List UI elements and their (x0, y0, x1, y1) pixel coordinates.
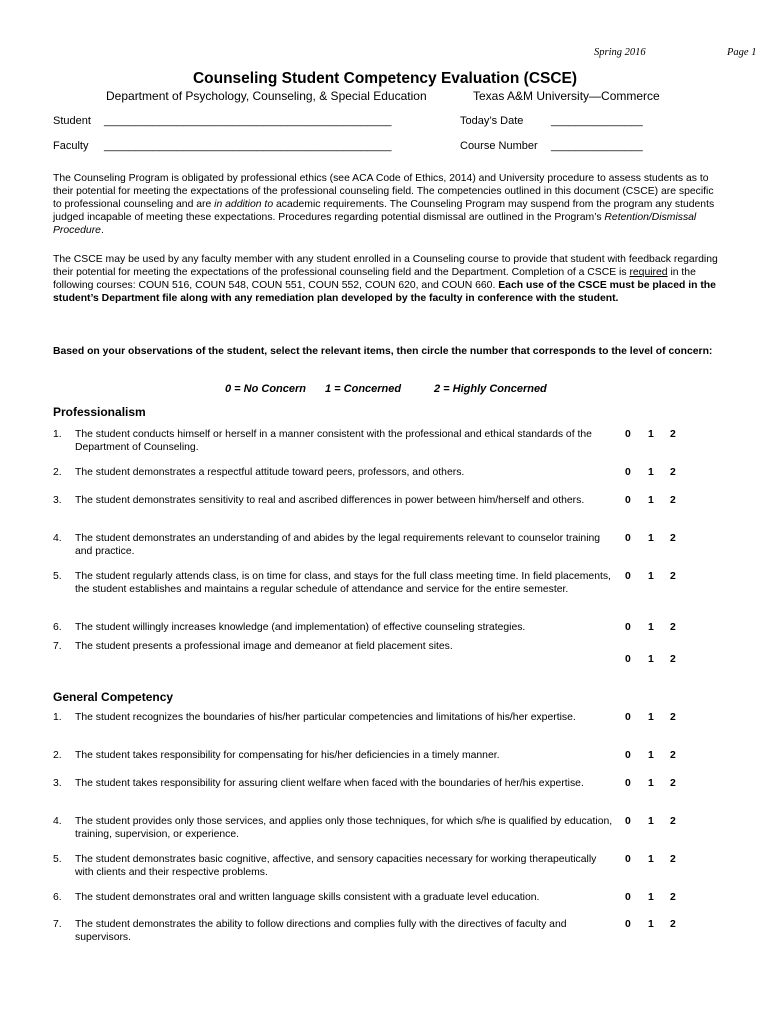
score-2[interactable]: 2 (670, 495, 676, 506)
score-2[interactable]: 2 (670, 778, 676, 789)
score-1[interactable]: 1 (648, 495, 654, 506)
score-0[interactable]: 0 (625, 429, 631, 440)
score-2[interactable]: 2 (670, 429, 676, 440)
score-2[interactable]: 2 (670, 467, 676, 478)
score-2[interactable]: 2 (670, 622, 676, 633)
score-2[interactable]: 2 (670, 533, 676, 544)
score-0[interactable]: 0 (625, 892, 631, 903)
score-1[interactable]: 1 (648, 654, 654, 665)
score-1[interactable]: 1 (648, 622, 654, 633)
score-0[interactable]: 0 (625, 919, 631, 930)
score-0[interactable]: 0 (625, 750, 631, 761)
score-2[interactable]: 2 (670, 919, 676, 930)
score-1[interactable]: 1 (648, 533, 654, 544)
score-0[interactable]: 0 (625, 854, 631, 865)
department-name: Department of Psychology, Counseling, & Special Education (106, 89, 427, 103)
course-field[interactable]: _______________ (551, 140, 643, 152)
score-2[interactable]: 2 (670, 854, 676, 865)
general-competency-title: General Competency (53, 690, 174, 704)
score-0[interactable]: 0 (625, 654, 631, 665)
score-0[interactable]: 0 (625, 533, 631, 544)
score-1[interactable]: 1 (648, 892, 654, 903)
date-label: Today’s Date (460, 115, 524, 127)
score-1[interactable]: 1 (648, 712, 654, 723)
course-label: Course Number (460, 140, 538, 152)
score-2[interactable]: 2 (670, 712, 676, 723)
intro-paragraph-1: The Counseling Program is obligated by professional ethics (see ACA Code of Ethics, 2014) and University procedure to assess students as to their potential for meeting the expectations of the professional counseling field. The competencies outlined in this document (CSCE) are specific to professional counseling and are in addition to academic requirements. The Counseling Program may suspend from the program any students judged incapable of meeting these expectations. Procedures regarding potential dismissal are outlined in the Program’s Retention/Dismissal Procedure. (53, 173, 715, 236)
score-1[interactable]: 1 (648, 854, 654, 865)
score-2[interactable]: 2 (670, 654, 676, 665)
score-2[interactable]: 2 (670, 816, 676, 827)
score-0[interactable]: 0 (625, 712, 631, 723)
score-0[interactable]: 0 (625, 571, 631, 582)
score-2[interactable]: 2 (670, 571, 676, 582)
document-title: Counseling Student Competency Evaluation (CSCE) (192, 70, 578, 87)
score-1[interactable]: 1 (648, 750, 654, 761)
score-0[interactable]: 0 (625, 816, 631, 827)
faculty-label: Faculty (53, 140, 89, 152)
score-0[interactable]: 0 (625, 778, 631, 789)
student-field[interactable]: _______________________________________________ (104, 115, 392, 127)
professionalism-title: Professionalism (53, 405, 146, 419)
score-1[interactable]: 1 (648, 467, 654, 478)
student-label: Student (53, 115, 91, 127)
score-1[interactable]: 1 (648, 778, 654, 789)
header-date: Spring 2016 (594, 47, 646, 58)
university-name: Texas A&M University—Commerce (473, 89, 660, 103)
instructions: Based on your observations of the student, select the relevant items, then circle the number that corresponds to the level of concern: (53, 346, 713, 357)
score-0[interactable]: 0 (625, 467, 631, 478)
date-field[interactable]: _______________ (551, 115, 643, 127)
score-0[interactable]: 0 (625, 495, 631, 506)
scale-concerned: 1 = Concerned (325, 383, 402, 395)
faculty-field[interactable]: _______________________________________________ (104, 140, 392, 152)
score-0[interactable]: 0 (625, 622, 631, 633)
score-2[interactable]: 2 (670, 750, 676, 761)
score-1[interactable]: 1 (648, 571, 654, 582)
scale-highly-concerned: 2 = Highly Concerned (434, 383, 547, 395)
scale-no-concern: 0 = No Concern (225, 383, 306, 395)
score-2[interactable]: 2 (670, 892, 676, 903)
score-1[interactable]: 1 (648, 816, 654, 827)
score-1[interactable]: 1 (648, 429, 654, 440)
intro-paragraph-2: The CSCE may be used by any faculty member with any student enrolled in a Counseling course to provide that student with feedback regarding their potential for meeting the expectations of the professional counseling field and the Department. Completion of a CSCE is required in the following courses: COUN 516, COUN 548, COUN 551, COUN 552, COUN 620, and COUN 660. Each use of the CSCE must be placed in the student’s Department file along with any remediation plan developed by the faculty in conference with the student. (53, 254, 718, 304)
score-1[interactable]: 1 (648, 919, 654, 930)
page-number: Page 1 (727, 47, 757, 58)
